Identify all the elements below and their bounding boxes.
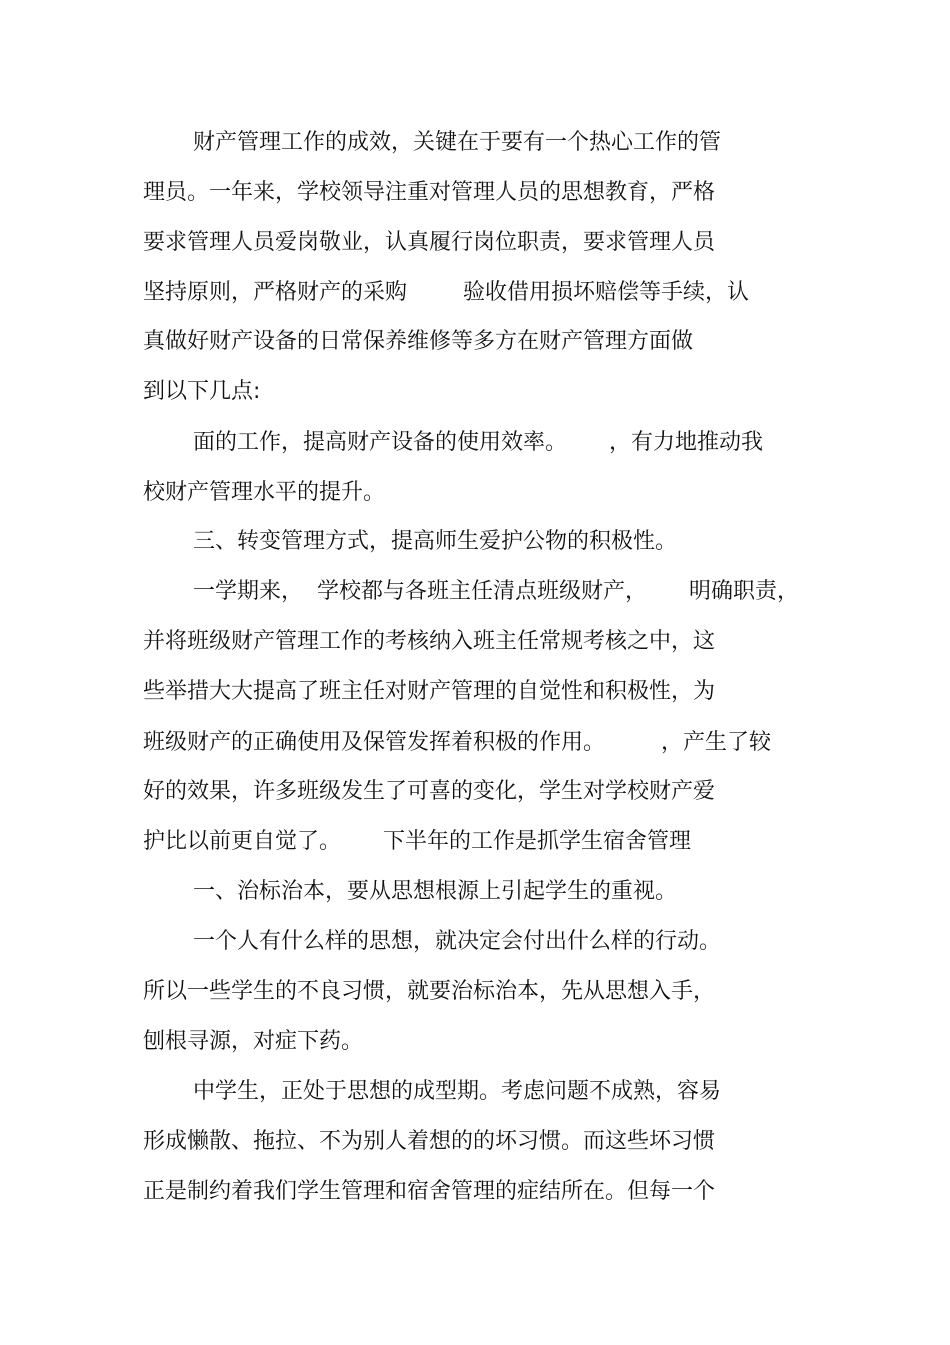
text-line: 校财产管理水平的提升。 — [143, 480, 386, 505]
text-line: 一学期来， 学校都与各班主任清点班级财产， 明确职责， — [193, 579, 799, 604]
text-line: 一个人有什么样的思想，就决定会付出什么样的行动。 — [193, 929, 722, 954]
text-line: 坚持原则，严格财产的采购 验收借用损坏赔偿等手续，认 — [143, 280, 749, 305]
text-line: 班级财产的正确使用及保管发挥着积极的作用。 ，产生了较 — [143, 730, 771, 755]
text-line: 正是制约着我们学生管理和宿舍管理的症结所在。但每一个 — [143, 1179, 716, 1204]
text-line: 到以下几点: — [143, 379, 261, 404]
text-line: 真做好财产设备的日常保养维修等多方在财产管理方面做 — [143, 329, 694, 354]
text-line: 护比以前更自觉了。 下半年的工作是抓学生宿舍管理 — [143, 829, 691, 854]
text-line: 理员。一年来，学校领导注重对管理人员的思想教育，严格 — [143, 180, 716, 205]
text-line: 要求管理人员爱岗敬业，认真履行岗位职责，要求管理人员 — [143, 230, 716, 255]
text-line: 中学生，正处于思想的成型期。考虑问题不成熟，容易 — [193, 1079, 722, 1104]
text-line: 财产管理工作的成效，关键在于要有一个热心工作的管 — [193, 130, 722, 155]
text-line: 些举措大大提高了班主任对财产管理的自觉性和积极性，为 — [143, 679, 716, 704]
text-line: 面的工作，提高财产设备的使用效率。 ，有力地推动我 — [193, 430, 763, 455]
text-line: 刨根寻源，对症下药。 — [143, 1029, 364, 1054]
section-heading: 一、治标治本，要从思想根源上引起学生的重视。 — [193, 879, 678, 904]
section-heading: 三、转变管理方式，提高师生爱护公物的积极性。 — [193, 529, 678, 554]
text-line: 形成懒散、拖拉、不为别人着想的的坏习惯。而这些坏习惯 — [143, 1129, 716, 1154]
text-line: 所以一些学生的不良习惯，就要治标治本，先从思想入手， — [143, 979, 716, 1004]
text-line: 并将班级财产管理工作的考核纳入班主任常规考核之中，这 — [143, 629, 716, 654]
text-line: 好的效果，许多班级发生了可喜的变化，学生对学校财产爱 — [143, 779, 716, 804]
